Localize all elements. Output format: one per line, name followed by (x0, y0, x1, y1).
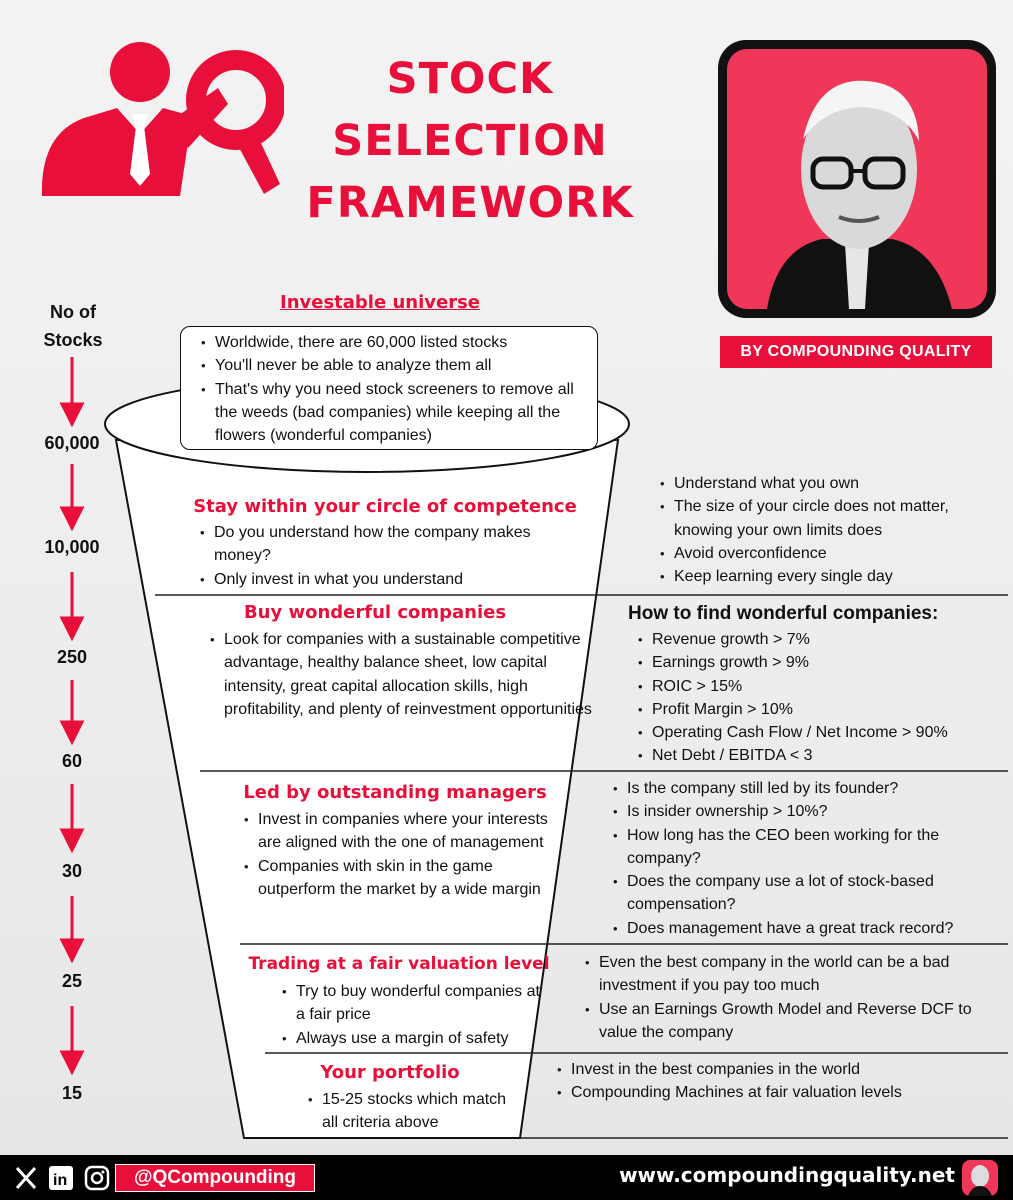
level-1-list (198, 521, 578, 591)
list-item: • Does management have a great track record? (611, 917, 1006, 940)
level-4-list (280, 980, 550, 1050)
list-item: • 15-25 stocks which match all criteria above (306, 1088, 526, 1135)
list-item: • Only invest in what you understand (198, 568, 578, 591)
level-2-side-list (636, 628, 1006, 768)
list-item: • The size of your circle does not matter, knowing your own limits does (658, 495, 998, 542)
list-item: • Keep learning every single day (658, 565, 998, 588)
list-item: • Compounding Machines at fair valuation levels (555, 1081, 1005, 1104)
level-2-side-heading: How to find wonderful companies: (628, 603, 939, 624)
social-handle[interactable]: @QCompounding (115, 1164, 315, 1192)
level-3-side-list (611, 777, 1006, 940)
level-3-title: Led by outstanding managers (243, 782, 547, 803)
list-item: • Always use a margin of safety (280, 1027, 550, 1050)
count-250: 250 (56, 647, 88, 667)
author-badge: BY COMPOUNDING QUALITY (720, 336, 992, 368)
list-item: • That's why you need stock screeners to remove all the weeds (bad companies) while keeping all the flowers (wonderful companies) (199, 378, 587, 448)
level-2-list (208, 628, 606, 721)
list-item: • Invest in companies where your interests are aligned with the one of management (242, 808, 572, 855)
list-item: • Avoid overconfidence (658, 542, 998, 565)
list-item: • Do you understand how the company makes money? (198, 521, 578, 568)
list-item: • Use an Earnings Growth Model and Reverse DCF to value the company (583, 998, 1003, 1045)
list-item: • Earnings growth > 9% (636, 651, 1006, 674)
list-item: • Net Debt / EBITDA < 3 (636, 744, 1006, 767)
list-item: • Even the best company in the world can be a bad investment if you pay too much (583, 951, 1003, 998)
list-item: • Profit Margin > 10% (636, 698, 1006, 721)
footer-avatar (962, 1160, 998, 1196)
level-5-title: Your portfolio (320, 1062, 460, 1083)
list-item: • Is the company still led by its founder? (611, 777, 1006, 800)
count-60000: 60,000 (44, 433, 100, 453)
universe-box (180, 326, 598, 450)
page-title: STOCK SELECTION FRAMEWORK (306, 54, 634, 228)
website-link[interactable]: www.compoundingquality.net (619, 1163, 955, 1187)
level-4-title: Trading at a fair valuation level (248, 954, 550, 974)
list-item: • Try to buy wonderful companies at a fair price (280, 980, 550, 1027)
count-15: 15 (61, 1083, 83, 1103)
list-item: • Operating Cash Flow / Net Income > 90% (636, 721, 1006, 744)
list-item: • Does the company use a lot of stock-based compensation? (611, 870, 1006, 917)
linkedin-icon[interactable] (48, 1165, 74, 1191)
count-arrows (62, 357, 82, 1072)
list-item: • Understand what you own (658, 472, 998, 495)
universe-title: Investable universe (280, 292, 480, 313)
level-3-list (242, 808, 572, 901)
svg-text:in: in (53, 1172, 68, 1189)
axis-heading: No of Stocks (43, 302, 103, 350)
level-5-list (306, 1088, 526, 1135)
list-item: • ROIC > 15% (636, 675, 1006, 698)
level-5-side-list (555, 1058, 1005, 1105)
instagram-icon[interactable] (84, 1165, 110, 1191)
count-60: 60 (61, 751, 83, 771)
level-1-title: Stay within your circle of competence (193, 496, 577, 517)
list-item: • You'll never be able to analyze them all (199, 354, 587, 377)
list-item: • Invest in the best companies in the world (555, 1058, 1005, 1081)
x-icon[interactable] (14, 1166, 40, 1190)
list-item: • Worldwide, there are 60,000 listed stocks (199, 331, 587, 354)
list-item: • How long has the CEO been working for the company? (611, 824, 1006, 871)
list-item: • Look for companies with a sustainable competitive advantage, healthy balance sheet, low capital intensity, great capital allocation skills, high profitability, and plenty of reinvestment opportunities (208, 628, 606, 721)
count-30: 30 (61, 861, 83, 881)
level-4-side-list (583, 951, 1003, 1044)
list-item: • Companies with skin in the game outperform the market by a wide margin (242, 855, 572, 902)
count-10000: 10,000 (44, 537, 100, 557)
list-item: • Revenue growth > 7% (636, 628, 1006, 651)
count-25: 25 (61, 971, 83, 991)
list-item: • Is insider ownership > 10%? (611, 800, 1006, 823)
level-2-title: Buy wonderful companies (243, 602, 507, 623)
level-1-side-list (658, 472, 998, 588)
